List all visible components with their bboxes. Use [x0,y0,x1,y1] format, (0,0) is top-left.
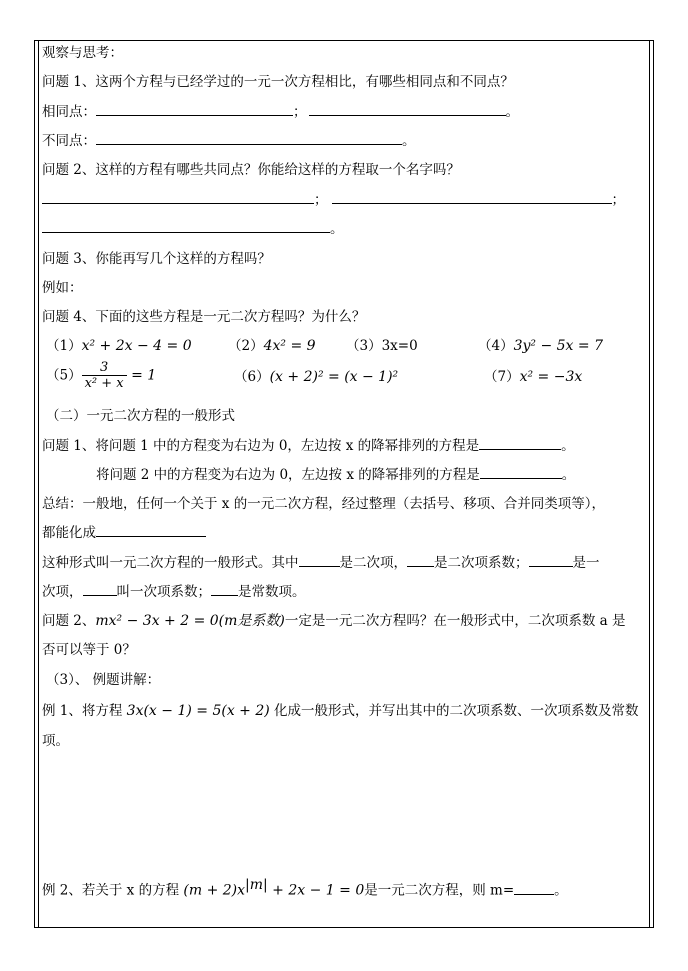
q4-text: 问题 4、下面的这些方程是一元二次方程吗？为什么？ [42,309,366,325]
section2-title: （二）一元二次方程的一般形式 [46,408,235,424]
period: 。 [330,221,344,237]
q2-blank-2[interactable] [332,191,612,204]
q2-blank-3[interactable] [42,220,330,233]
diff-label: 不同点： [42,133,96,149]
m-value-blank[interactable] [514,882,554,895]
form-line-1: 这种形式叫一元二次方程的一般形式。其中 是二次项， 是二次项系数； 是一 [42,555,600,571]
ex1-line-2: 项。 [42,733,69,749]
eq-item-7: （7）x² = −3x [484,369,583,385]
q3-text: 问题 3、你能再写几个这样的方程吗？ [42,251,271,267]
diff-blank[interactable] [96,132,402,145]
q1-diff-line [42,132,416,150]
semicolon: ； [314,192,328,208]
q1-same-line [42,103,519,121]
summary-line-2: 都能化成 [42,524,206,542]
same-label: 相同点： [42,104,96,120]
period: 。 [505,104,519,120]
ex1-line-1: 例 1、将方程 3x(x − 1) = 5(x + 2) 化成一般形式，并写出其中的二次项系数、一次项系数及常数 [42,703,639,719]
eq-item-3: （3）3x=0 [346,338,418,354]
eq-item-2: （2）4x² = 9 [228,338,316,354]
eq-item-1: （1）x² + 2x − 4 = 0 [46,338,192,354]
s2-q2-line-2: 否可以等于 0？ [42,642,136,658]
semicolon: ； [611,192,625,208]
observe-title: 观察与思考： [42,45,123,61]
section3-title: （3）、 例题讲解： [46,672,161,688]
same-blank-1[interactable] [96,103,293,116]
quad-coef-blank[interactable] [407,554,434,567]
semicolon: ； [293,104,307,120]
eq-item-4: （4）3y² − 5x = 7 [478,338,603,354]
q2-text: 问题 2、这样的方程有哪些共同点？你能给这样的方程取一个名字吗？ [42,162,460,178]
example-label: 例如： [42,280,83,296]
period: 。 [402,133,416,149]
quad-term-blank[interactable] [299,554,340,567]
q1-text: 问题 1、这两个方程与已经学过的一元一次方程相比，有哪些相同点和不同点？ [42,74,514,90]
q2-blank-line-1 [42,191,625,209]
s2-q2-line-1: 问题 2、mx² − 3x + 2 = 0(m是系数)一定是一元二次方程吗？在一般形式中，二次项系数 a 是 [42,613,626,629]
constant-blank[interactable] [211,583,238,596]
eq-item-6: （6）(x + 2)² = (x − 1)² [234,369,399,385]
ex2-line: 例 2、若关于 x 的方程 $(m + 2)x^{|m|} + 2x - 1 = 0$是一元二次方程，则 m= 。 [42,877,568,899]
form-line-2: 次项， 叫一次项系数； 是常数项。 [42,584,306,600]
s2-p1b-line: 将问题 2 中的方程变为右边为 0，左边按 x 的降幂排列的方程是 。 [96,467,576,483]
q2-blank-1[interactable] [42,191,314,204]
general-form-blank[interactable] [96,524,206,537]
s2-p1a-line: 问题 1、将问题 1 中的方程变为右边为 0，左边按 x 的降幂排列的方程是 。 [42,438,575,454]
q2-blank-line-2 [42,220,344,238]
s2-blank-1[interactable] [479,437,561,450]
same-blank-2[interactable] [309,103,506,116]
linear-coef-blank[interactable] [83,583,117,596]
summary-line-1: 总结：一般地，任何一个关于 x 的一元二次方程，经过整理（去括号、移项、合并同类项等）， [42,496,605,512]
s2-blank-2[interactable] [480,466,562,479]
linear-term-blank[interactable] [529,554,573,567]
eq-item-5: （5） $\frac{3}{\text{x² + x}}$ = 1 [46,360,157,391]
